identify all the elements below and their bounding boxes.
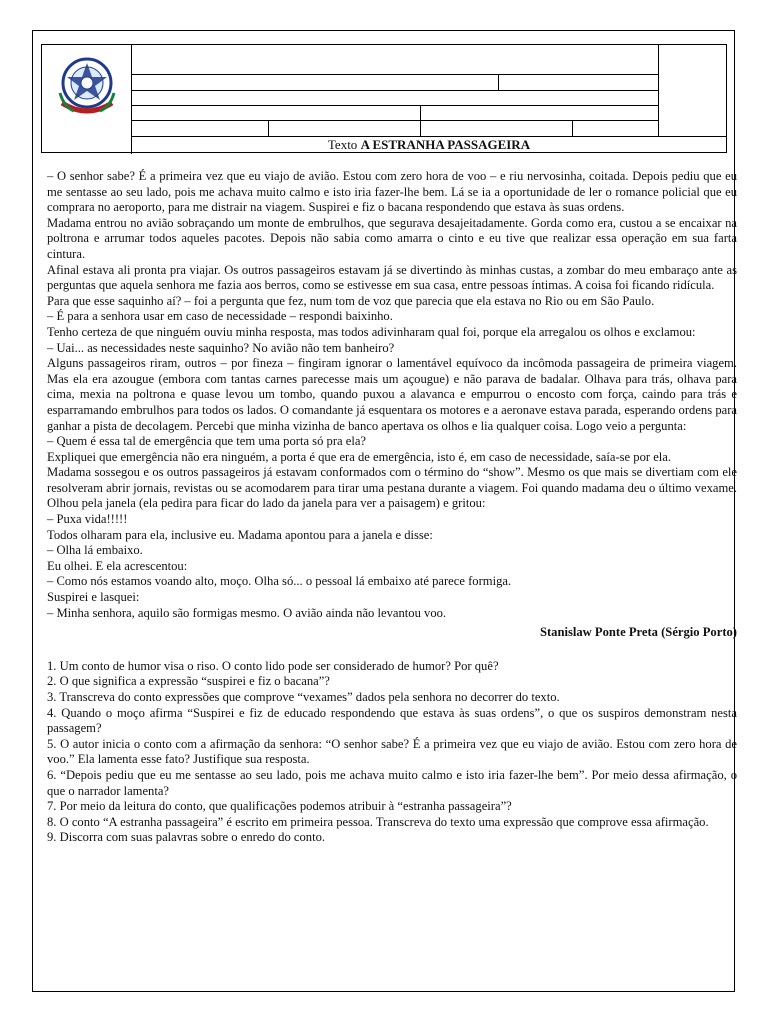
header-divider bbox=[498, 74, 499, 90]
story-paragraph: Eu olhei. E ela acrescentou: bbox=[47, 558, 188, 573]
story-paragraph: Madama sossegou e os outros passageiros já estavam conformados com o término do “show”. Mesmo os que mais se divertiam com ele resolveram abrir jornais, revistas ou se acomodarem para tirar uma pestana durante a viagem. Foi quando madama deu o último vexame. Olhou pela janela (ela pedira para ficar do lado da janela para ver a paisagem) e gritou: bbox=[47, 465, 737, 511]
header-divider bbox=[420, 105, 421, 136]
story-paragraph: Suspirei e lasquei: bbox=[47, 590, 140, 605]
story-paragraph: Expliquei que emergência não era ninguém, a porta é que era de emergência, isto é, em caso de necessidade, saía-se por ela. bbox=[47, 449, 672, 464]
question-list bbox=[47, 659, 737, 846]
header-table bbox=[41, 44, 727, 153]
story-paragraph: – Quem é essa tal de emergência que tem uma porta só pra ela? bbox=[47, 434, 367, 449]
header-line bbox=[132, 105, 658, 106]
question-item: 4. Quando o moço afirma “Suspirei e fiz de educado respondendo que estava às suas ordens”, o que os suspiros demonstram nesta passagem? bbox=[47, 705, 737, 736]
title-prefix: Texto bbox=[327, 137, 358, 152]
header-line bbox=[132, 74, 658, 75]
question-item: 6. “Depois pediu que eu me sentasse ao seu lado, pois me achava muito calmo e isto iria fazer-lhe bem”. Por meio dessa afirmação, o que o narrador lamenta? bbox=[47, 767, 737, 798]
title-main: A ESTRANHA PASSAGEIRA bbox=[360, 137, 531, 152]
story-paragraph: – Minha senhora, aquilo são formigas mesmo. O avião ainda não levantou voo. bbox=[47, 605, 447, 620]
story-paragraph: – Olha lá embaixo. bbox=[47, 543, 143, 558]
story-body bbox=[47, 169, 737, 846]
header-line bbox=[132, 90, 658, 91]
question-item: 3. Transcreva do conto expressões que comprove “vexames” dados pela senhora no decorrer do texto. bbox=[47, 690, 560, 704]
question-item: 5. O autor inicia o conto com a afirmação da senhora: “O senhor sabe? É a primeira vez que eu viajo de avião. Estou com zero hora de voo.” Ela lamenta esse fato? Justifique sua resposta. bbox=[47, 736, 737, 767]
story-paragraph: – Puxa vida!!!!! bbox=[47, 512, 128, 527]
story-paragraph: Para que esse saquinho aí? – foi a pergunta que fez, num tom de voz que parecia que ela estava no Rio ou em São Paulo. bbox=[47, 293, 655, 308]
text-title bbox=[132, 136, 726, 154]
question-item: 2. O que significa a expressão “suspirei e fiz o bacana”? bbox=[47, 674, 330, 689]
header-line bbox=[132, 120, 658, 121]
state-coat-of-arms-icon bbox=[52, 53, 122, 123]
question-item: 8. O conto “A estranha passageira” é escrito em primeira pessoa. Transcreva do texto uma expressão que comprove essa afirmação. bbox=[47, 814, 709, 829]
author-credit: Stanislaw Ponte Preta (Sérgio Porto) bbox=[539, 625, 737, 640]
question-item: 7. Por meio da leitura do conto, que qualificações podemos atribuir à “estranha passageira”? bbox=[47, 799, 512, 814]
story-paragraph: Todos olharam para ela, inclusive eu. Madama apontou para a janela e disse: bbox=[47, 527, 433, 542]
story-paragraph: – O senhor sabe? É a primeira vez que eu viajo de avião. Estou com zero hora de voo – e riu nervosinha, coitada. Depois pediu que eu me sentasse ao seu lado, pois me achava muito calmo e isto iria fazer-lhe bem. Lá se ia a oportunidade de ler o romance policial que eu comprara no aeroporto, para me distrair na viagem. Suspirei e fiz o bacana respondendo que estava às suas ordens. bbox=[47, 169, 737, 215]
story-paragraph: Alguns passageiros riram, outros – por fineza – fingiram ignorar o lamentável equívoco da incômoda passageira de primeira viagem. Mas ela era azougue (embora com tantas carnes parecesse mais um açougue) e não parava de badalar. Olhava para trás, olhava para cima, mexia na poltrona e quase levou um tombo, quando puxou a alavanca e empurrou o encosto com força, caindo para trás e esparramando embrulhos para todos os lados. O comandante já esquentara os motores e a aeronave estava parada, esperando ordens para ganhar a pista de decolagem. Percebi que minha vizinha de banco apertava os olhos e lia qualquer coisa. Logo veio a pergunta: bbox=[47, 356, 737, 433]
header-right-cell bbox=[658, 45, 726, 136]
header-divider bbox=[572, 120, 573, 136]
logo-cell bbox=[42, 45, 132, 154]
story-paragraph: – Uai... as necessidades neste saquinho? No avião não tem banheiro? bbox=[47, 340, 395, 355]
story-paragraph: Afinal estava ali pronta pra viajar. Os outros passageiros estavam já se divertindo às minhas custas, a zombar do meu embaraço ante as perguntas que aquela senhora me fazia aos berros, como se estivesse em sua casa, entre pessoas íntimas. A coisa foi ficando ridícula. bbox=[47, 262, 737, 293]
story-paragraph: Madama entrou no avião sobraçando um monte de embrulhos, que segurava desajeitadamente. Gorda como era, custou a se encaixar na poltrona e arrumar todos aqueles pacotes. Depois não sabia como amarra o cinto e eu tive que realizar essa operação em sua farta cintura. bbox=[47, 215, 737, 261]
story-paragraphs bbox=[47, 169, 737, 621]
question-item: 9. Discorra com suas palavras sobre o enredo do conto. bbox=[47, 830, 326, 845]
story-paragraph: – Como nós estamos voando alto, moço. Olha só... o pessoal lá embaixo até parece formiga. bbox=[47, 574, 512, 589]
story-paragraph: Tenho certeza de que ninguém ouviu minha resposta, mas todos adivinharam qual foi, porque ela arregalou os olhos e exclamou: bbox=[47, 324, 696, 339]
question-item: 1. Um conto de humor visa o riso. O conto lido pode ser considerado de humor? Por quê? bbox=[47, 658, 499, 673]
worksheet-page bbox=[32, 30, 735, 992]
header-divider bbox=[268, 120, 269, 136]
story-paragraph: – É para a senhora usar em caso de necessidade – respondi baixinho. bbox=[47, 309, 393, 324]
